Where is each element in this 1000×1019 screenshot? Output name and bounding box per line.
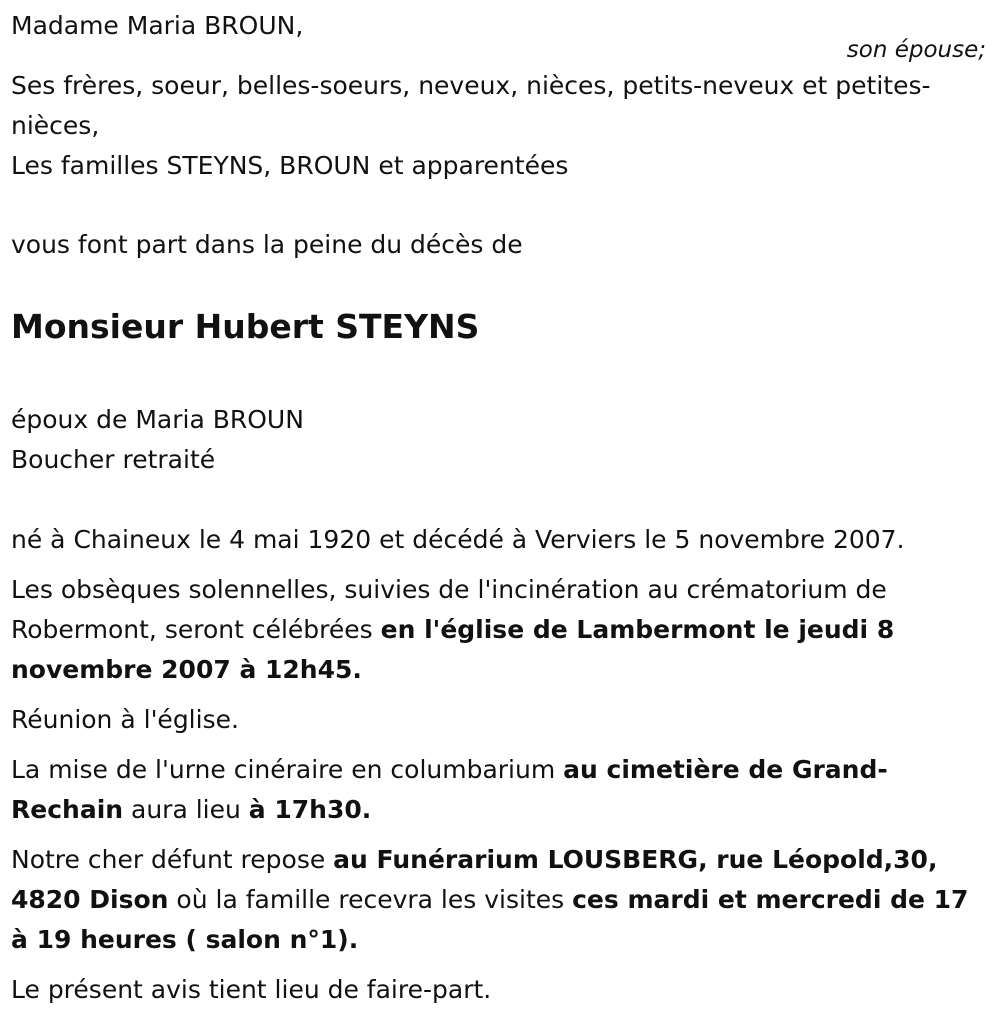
mourners-list	[11, 66, 986, 186]
meeting-paragraph: Réunion à l'église.	[11, 705, 239, 734]
mourner-spouse: Madame Maria BROUN,	[11, 11, 304, 40]
funeral-paragraph	[11, 570, 986, 690]
urn-time: à 17h30.	[248, 795, 372, 824]
deceased-name: Monsieur Hubert STEYNS	[11, 307, 480, 346]
funeral-location-time: en l'église de Lambermont le jeudi 8 novembre 2007 à 12h45.	[11, 615, 895, 684]
urn-location: au cimetière de Grand-Rechain	[11, 755, 888, 824]
spouse-label: son épouse;	[846, 37, 986, 63]
occupation: Boucher retraité	[11, 445, 216, 474]
urn-paragraph	[11, 750, 986, 830]
visitation-text-1: Notre cher défunt repose	[11, 845, 334, 874]
visitation-location: au Funérarium LOUSBERG, rue Léopold,30, 4820 Dison	[11, 845, 938, 914]
obituary-notice	[11, 0, 986, 1010]
mourner-families: Les familles STEYNS, BROUN et apparentées	[11, 151, 569, 180]
spouse-of: époux de Maria BROUN	[11, 405, 304, 434]
urn-text-1: La mise de l'urne cinéraire en columbarium	[11, 755, 564, 784]
visitation-times: ces mardi et mercredi de 17 à 19 heures ( salon n°1).	[11, 885, 969, 954]
birth-death: né à Chaineux le 4 mai 1920 et décédé à Verviers le 5 novembre 2007.	[11, 525, 905, 554]
mourner-siblings: Ses frères, soeur, belles-soeurs, neveux, nièces, petits-neveux et petites-nièces,	[11, 71, 931, 140]
visitation-paragraph	[11, 840, 986, 960]
urn-text-2: aura lieu	[123, 795, 249, 824]
closing-paragraph: Le présent avis tient lieu de faire-part.	[11, 975, 492, 1004]
funeral-text: Les obsèques solennelles, suivies de l'incinération au crématorium de Robermont, seront célébrées	[11, 575, 887, 644]
relation-block	[11, 400, 986, 480]
visitation-text-2: où la famille recevra les visites	[168, 885, 573, 914]
announcement: vous font part dans la peine du décès de	[11, 230, 523, 259]
